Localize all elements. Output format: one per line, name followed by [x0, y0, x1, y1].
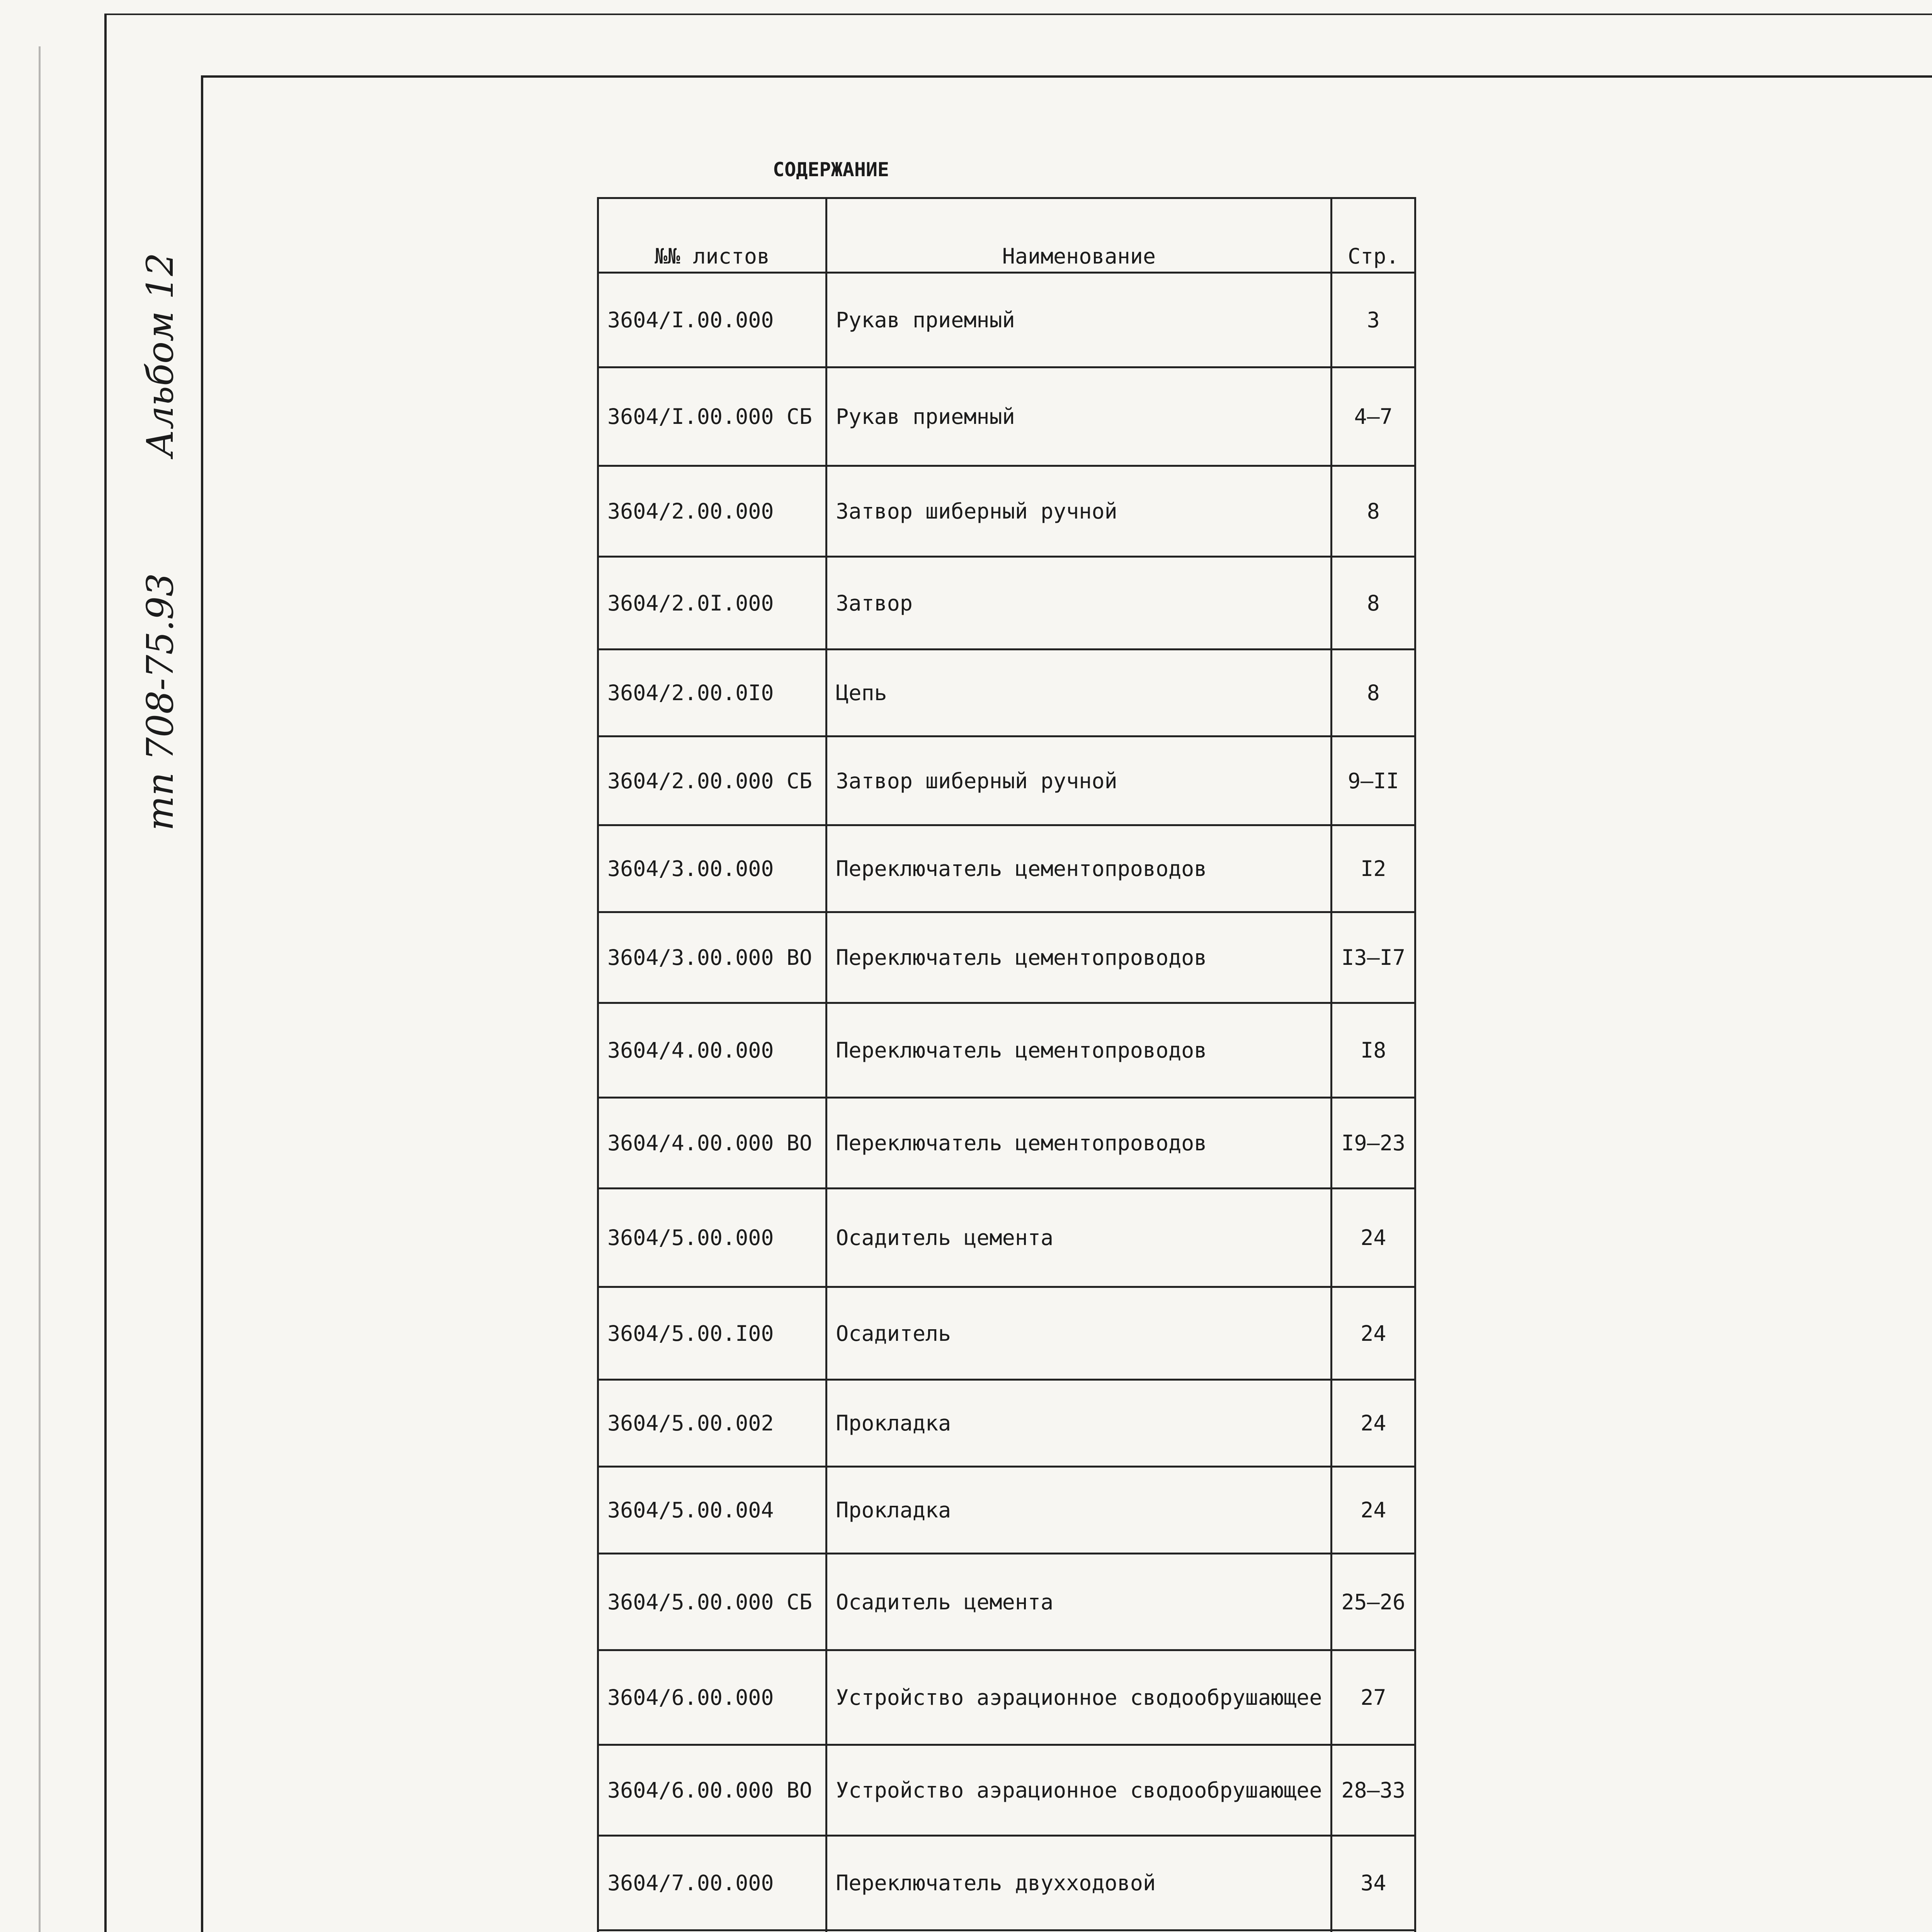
row-page: 3 — [1332, 273, 1415, 367]
row-sheet-number — [598, 1930, 827, 1932]
row-page: 24 — [1332, 1467, 1415, 1554]
table-row — [598, 1467, 1415, 1554]
row-name: Устройство аэрационное сводообрушающее — [827, 1650, 1332, 1745]
table-row — [598, 557, 1415, 650]
row-name: Осадитель цемента — [827, 1189, 1332, 1287]
row-name: Рукав приемный — [827, 367, 1332, 466]
row-page: 25–26 — [1332, 1554, 1415, 1650]
table-row — [598, 1554, 1415, 1650]
row-sheet-number: 3604/6.00.000 ВО — [598, 1745, 827, 1836]
row-name: Цепь — [827, 650, 1332, 736]
table-row — [598, 650, 1415, 736]
row-name: Прокладка — [827, 1380, 1332, 1467]
row-sheet-number: 3604/2.00.000 — [598, 466, 827, 557]
header-page: Стр. — [1332, 198, 1415, 273]
row-sheet-number: 3604/3.00.000 — [598, 825, 827, 912]
row-sheet-number: 3604/I.00.000 СБ — [598, 367, 827, 466]
row-sheet-number: 3604/4.00.000 — [598, 1003, 827, 1098]
table-row — [598, 736, 1415, 825]
row-sheet-number: 3604/I.00.000 — [598, 273, 827, 367]
scan-edge-left — [39, 46, 41, 1932]
table-row — [598, 1287, 1415, 1380]
row-name: Переключатель цементопроводов — [827, 1003, 1332, 1098]
row-sheet-number: 3604/5.00.000 — [598, 1189, 827, 1287]
row-sheet-number: 3604/2.00.000 СБ — [598, 736, 827, 825]
row-sheet-number: 3604/6.00.000 — [598, 1650, 827, 1745]
table-row — [598, 825, 1415, 912]
row-sheet-number: 3604/5.00.I00 — [598, 1287, 827, 1380]
row-sheet-number: 3604/5.00.002 — [598, 1380, 827, 1467]
row-sheet-number: 3604/3.00.000 ВО — [598, 912, 827, 1003]
row-page: 24 — [1332, 1287, 1415, 1380]
row-name: Переключатель двухходовой — [827, 1836, 1332, 1930]
table-row — [598, 1098, 1415, 1189]
table-row — [598, 912, 1415, 1003]
row-name: Осадитель — [827, 1287, 1332, 1380]
side-stamp-code: тп 708-75.93 — [139, 573, 182, 831]
row-name: Переключатель цементопроводов — [827, 912, 1332, 1003]
row-sheet-number: 3604/2.0I.000 — [598, 557, 827, 650]
row-name: Переключатель цементопроводов — [827, 1098, 1332, 1189]
side-stamp — [139, 251, 182, 831]
row-page: 4–7 — [1332, 367, 1415, 466]
row-page: 8 — [1332, 650, 1415, 736]
header-num: №№ листов — [598, 198, 827, 273]
table-row — [598, 1003, 1415, 1098]
row-page: I9–23 — [1332, 1098, 1415, 1189]
row-name: Затвор — [827, 557, 1332, 650]
side-stamp-album: Альбом 12 — [139, 252, 182, 457]
row-sheet-number: 3604/5.00.000 СБ — [598, 1554, 827, 1650]
row-page: I3–I7 — [1332, 912, 1415, 1003]
row-sheet-number: 3604/7.00.000 — [598, 1836, 827, 1930]
table-row — [598, 1380, 1415, 1467]
row-page: 8 — [1332, 466, 1415, 557]
row-name: Затвор шиберный ручной — [827, 736, 1332, 825]
row-page: 8 — [1332, 557, 1415, 650]
page-title: СОДЕРЖАНИЕ — [773, 158, 889, 181]
row-sheet-number: 3604/5.00.004 — [598, 1467, 827, 1554]
row-name — [827, 1930, 1332, 1932]
row-page: 9–II — [1332, 736, 1415, 825]
row-sheet-number: 3604/2.00.0I0 — [598, 650, 827, 736]
table-row — [598, 367, 1415, 466]
row-name: Затвор шиберный ручной — [827, 466, 1332, 557]
row-page: 28–33 — [1332, 1745, 1415, 1836]
row-sheet-number: 3604/4.00.000 ВО — [598, 1098, 827, 1189]
table-row — [598, 1930, 1415, 1932]
row-page — [1332, 1930, 1415, 1932]
table-row — [598, 466, 1415, 557]
table-row — [598, 273, 1415, 367]
table-row — [598, 1189, 1415, 1287]
contents-table — [597, 197, 1416, 1932]
row-name: Осадитель цемента — [827, 1554, 1332, 1650]
row-page: 24 — [1332, 1380, 1415, 1467]
row-page: I2 — [1332, 825, 1415, 912]
table-header-row — [598, 198, 1415, 273]
table-row — [598, 1650, 1415, 1745]
row-page: 24 — [1332, 1189, 1415, 1287]
row-name: Прокладка — [827, 1467, 1332, 1554]
row-page: 34 — [1332, 1836, 1415, 1930]
table-row — [598, 1836, 1415, 1930]
row-page: 27 — [1332, 1650, 1415, 1745]
row-name: Переключатель цементопроводов — [827, 825, 1332, 912]
row-name: Устройство аэрационное сводообрушающее — [827, 1745, 1332, 1836]
row-page: I8 — [1332, 1003, 1415, 1098]
row-name: Рукав приемный — [827, 273, 1332, 367]
table-row — [598, 1745, 1415, 1836]
header-name: Наименование — [827, 198, 1332, 273]
